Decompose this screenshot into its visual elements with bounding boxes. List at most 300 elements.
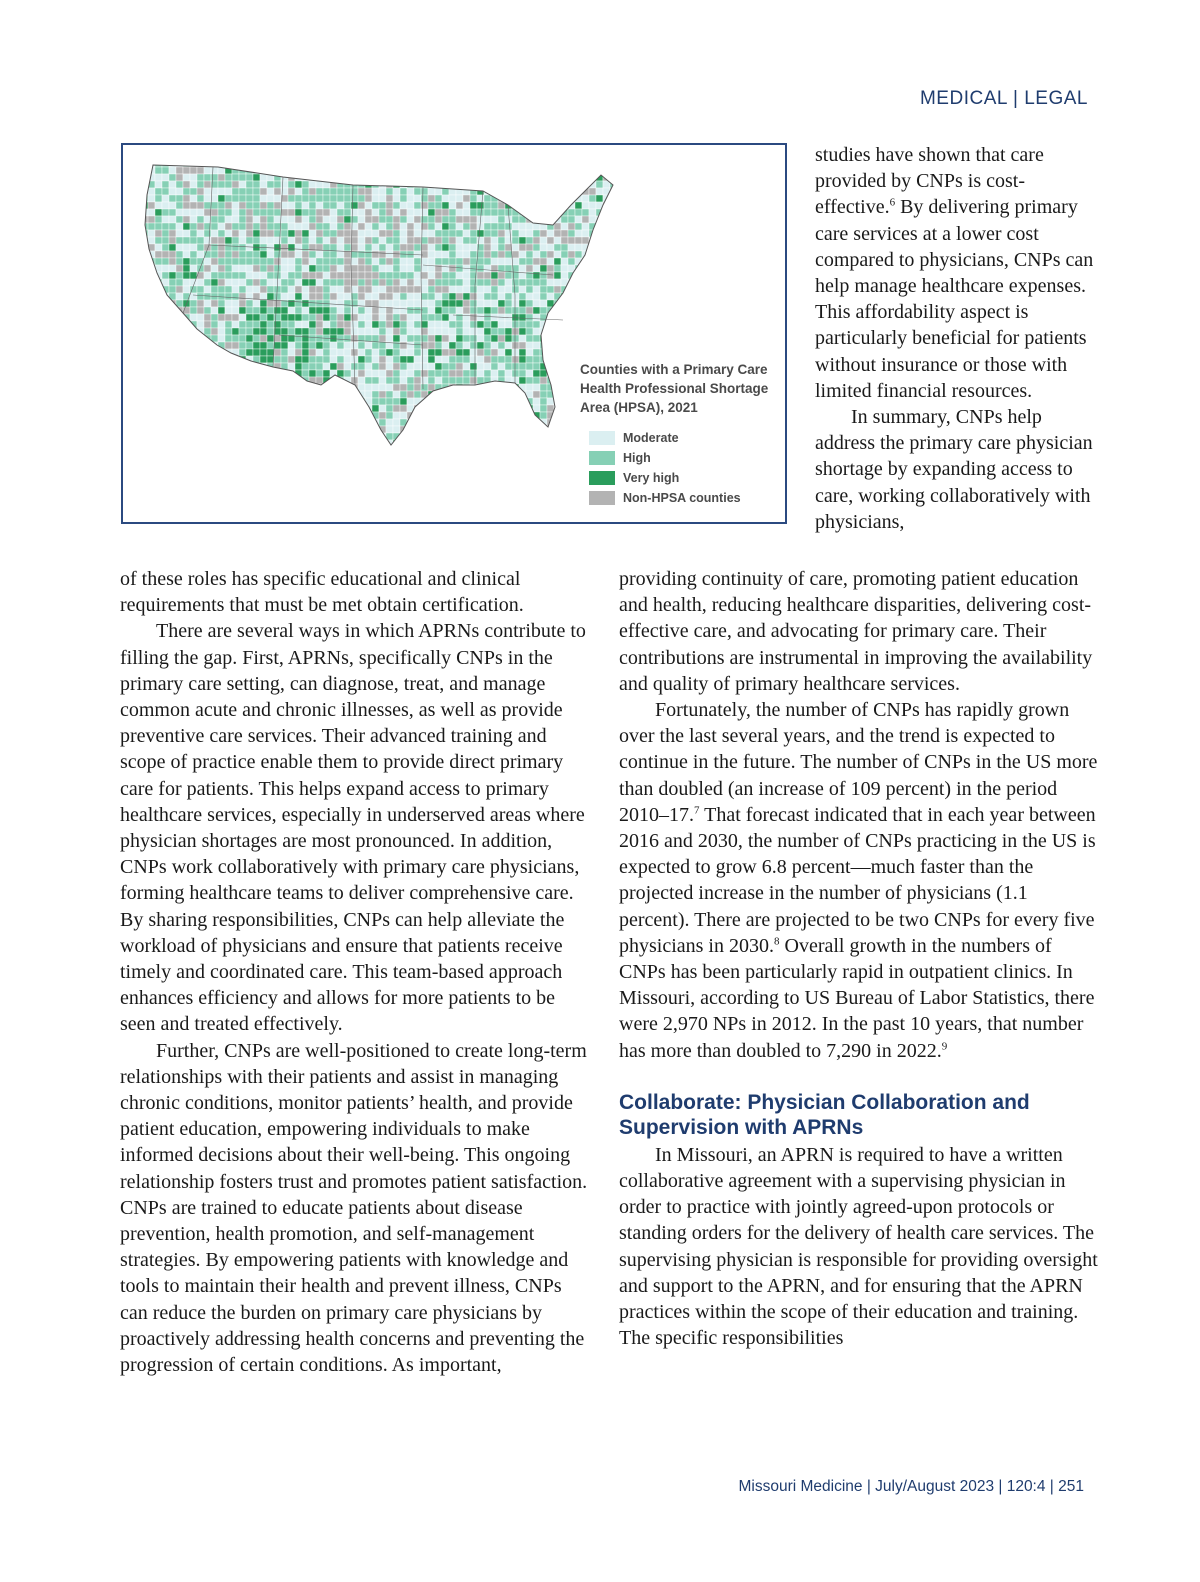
county-cell <box>554 363 561 370</box>
county-cell <box>540 251 547 258</box>
county-cell <box>512 370 519 377</box>
county-cell <box>484 244 491 251</box>
county-cell <box>414 405 421 412</box>
county-cell <box>309 398 316 405</box>
county-cell <box>379 279 386 286</box>
county-cell <box>400 174 407 181</box>
county-cell <box>302 349 309 356</box>
county-cell <box>463 447 470 454</box>
county-cell <box>204 398 211 405</box>
county-cell <box>351 265 358 272</box>
county-cell <box>491 174 498 181</box>
county-cell <box>568 251 575 258</box>
county-cell <box>246 419 253 426</box>
county-cell <box>330 307 337 314</box>
county-cell <box>197 405 204 412</box>
county-cell <box>288 202 295 209</box>
county-cell <box>575 307 582 314</box>
county-cell <box>183 405 190 412</box>
county-cell <box>351 195 358 202</box>
county-cell <box>512 244 519 251</box>
county-cell <box>547 160 554 167</box>
county-cell <box>463 237 470 244</box>
county-cell <box>547 237 554 244</box>
county-cell <box>449 216 456 223</box>
county-cell <box>505 363 512 370</box>
county-cell <box>218 426 225 433</box>
county-cell <box>484 167 491 174</box>
county-cell <box>393 167 400 174</box>
county-cell <box>610 251 617 258</box>
county-cell <box>463 258 470 265</box>
county-cell <box>344 426 351 433</box>
county-cell <box>211 160 218 167</box>
county-cell <box>337 223 344 230</box>
county-cell <box>148 405 155 412</box>
county-cell <box>281 258 288 265</box>
county-cell <box>365 188 372 195</box>
county-cell <box>568 188 575 195</box>
county-cell <box>274 384 281 391</box>
county-cell <box>260 293 267 300</box>
county-cell <box>260 342 267 349</box>
county-cell <box>379 174 386 181</box>
county-cell <box>456 265 463 272</box>
county-cell <box>225 216 232 223</box>
county-cell <box>218 384 225 391</box>
county-cell <box>274 216 281 223</box>
county-cell <box>148 447 155 454</box>
county-cell <box>176 398 183 405</box>
county-cell <box>372 398 379 405</box>
county-cell <box>148 321 155 328</box>
county-cell <box>316 272 323 279</box>
county-cell <box>540 230 547 237</box>
county-cell <box>554 181 561 188</box>
county-cell <box>169 258 176 265</box>
county-cell <box>274 342 281 349</box>
county-cell <box>330 160 337 167</box>
county-cell <box>190 335 197 342</box>
county-cell <box>477 440 484 447</box>
county-cell <box>232 160 239 167</box>
county-cell <box>190 195 197 202</box>
county-cell <box>442 195 449 202</box>
county-cell <box>295 300 302 307</box>
county-cell <box>582 188 589 195</box>
county-cell <box>533 370 540 377</box>
county-cell <box>372 440 379 447</box>
county-cell <box>554 244 561 251</box>
county-cell <box>295 384 302 391</box>
county-cell <box>442 426 449 433</box>
county-cell <box>260 195 267 202</box>
county-cell <box>400 440 407 447</box>
county-cell <box>582 223 589 230</box>
county-cell <box>442 433 449 440</box>
county-cell <box>302 272 309 279</box>
county-cell <box>526 384 533 391</box>
county-cell <box>162 377 169 384</box>
county-cell <box>197 293 204 300</box>
county-cell <box>337 412 344 419</box>
county-cell <box>197 356 204 363</box>
county-cell <box>176 251 183 258</box>
county-cell <box>288 167 295 174</box>
county-cell <box>435 167 442 174</box>
county-cell <box>218 286 225 293</box>
county-cell <box>400 272 407 279</box>
county-cell <box>442 363 449 370</box>
county-cell <box>302 167 309 174</box>
county-cell <box>148 307 155 314</box>
county-cell <box>386 328 393 335</box>
county-cell <box>358 174 365 181</box>
county-cell <box>393 349 400 356</box>
county-cell <box>449 335 456 342</box>
county-cell <box>302 251 309 258</box>
county-cell <box>561 237 568 244</box>
county-cell <box>554 188 561 195</box>
county-cell <box>225 265 232 272</box>
county-cell <box>211 447 218 454</box>
county-cell <box>512 342 519 349</box>
county-cell <box>344 251 351 258</box>
county-cell <box>540 181 547 188</box>
county-cell <box>561 230 568 237</box>
county-cell <box>477 426 484 433</box>
county-cell <box>519 433 526 440</box>
county-cell <box>442 160 449 167</box>
county-cell <box>568 440 575 447</box>
county-cell <box>197 447 204 454</box>
section-header: MEDICAL | LEGAL <box>919 88 1088 109</box>
county-cell <box>316 370 323 377</box>
county-cell <box>519 202 526 209</box>
county-cell <box>379 356 386 363</box>
county-cell <box>414 265 421 272</box>
county-cell <box>190 412 197 419</box>
county-cell <box>526 202 533 209</box>
county-cell <box>211 321 218 328</box>
county-cell <box>162 167 169 174</box>
county-cell <box>295 188 302 195</box>
county-cell <box>463 328 470 335</box>
county-cell <box>540 174 547 181</box>
county-cell <box>169 307 176 314</box>
county-cell <box>211 195 218 202</box>
county-cell <box>379 328 386 335</box>
county-cell <box>190 272 197 279</box>
county-cell <box>309 230 316 237</box>
county-cell <box>183 356 190 363</box>
county-cell <box>225 405 232 412</box>
county-cell <box>176 419 183 426</box>
county-cell <box>141 174 148 181</box>
county-cell <box>260 286 267 293</box>
county-cell <box>407 237 414 244</box>
county-cell <box>393 405 400 412</box>
county-cell <box>386 405 393 412</box>
county-cell <box>554 412 561 419</box>
county-cell <box>442 279 449 286</box>
county-cell <box>176 307 183 314</box>
county-cell <box>428 195 435 202</box>
county-cell <box>547 293 554 300</box>
county-cell <box>232 377 239 384</box>
county-cell <box>211 286 218 293</box>
county-cell <box>288 349 295 356</box>
county-cell <box>372 356 379 363</box>
county-cell <box>400 391 407 398</box>
county-cell <box>323 286 330 293</box>
county-cell <box>610 230 617 237</box>
county-cell <box>596 279 603 286</box>
county-cell <box>358 167 365 174</box>
county-cell <box>449 265 456 272</box>
county-cell <box>428 349 435 356</box>
county-cell <box>316 237 323 244</box>
county-cell <box>344 300 351 307</box>
county-cell <box>281 237 288 244</box>
county-cell <box>253 202 260 209</box>
county-cell <box>225 195 232 202</box>
county-cell <box>449 412 456 419</box>
county-cell <box>407 384 414 391</box>
county-cell <box>162 237 169 244</box>
county-cell <box>400 223 407 230</box>
county-cell <box>239 419 246 426</box>
county-cell <box>344 349 351 356</box>
county-cell <box>414 272 421 279</box>
county-cell <box>337 370 344 377</box>
county-cell <box>358 216 365 223</box>
county-cell <box>596 174 603 181</box>
county-cell <box>407 349 414 356</box>
county-cell <box>449 321 456 328</box>
county-cell <box>484 293 491 300</box>
county-cell <box>316 209 323 216</box>
county-cell <box>162 258 169 265</box>
county-cell <box>491 258 498 265</box>
county-cell <box>414 279 421 286</box>
county-cell <box>295 412 302 419</box>
county-cell <box>477 328 484 335</box>
county-cell <box>512 356 519 363</box>
county-cell <box>533 405 540 412</box>
county-cell <box>554 167 561 174</box>
county-cell <box>589 209 596 216</box>
county-cell <box>603 286 610 293</box>
county-cell <box>239 370 246 377</box>
county-cell <box>442 300 449 307</box>
county-cell <box>400 363 407 370</box>
section-heading: Collaborate: Physician Collaboration and Supervision with APRNs <box>619 1090 1030 1139</box>
county-cell <box>386 265 393 272</box>
county-cell <box>288 265 295 272</box>
county-cell <box>519 230 526 237</box>
county-cell <box>442 272 449 279</box>
county-cell <box>603 244 610 251</box>
county-cell <box>183 272 190 279</box>
county-cell <box>491 384 498 391</box>
county-cell <box>498 237 505 244</box>
county-cell <box>463 377 470 384</box>
county-cell <box>323 447 330 454</box>
county-cell <box>400 307 407 314</box>
county-cell <box>239 433 246 440</box>
county-cell <box>575 223 582 230</box>
county-cell <box>337 398 344 405</box>
county-cell <box>449 300 456 307</box>
county-cell <box>582 202 589 209</box>
county-cell <box>407 202 414 209</box>
county-cell <box>379 265 386 272</box>
map-legend-title: Counties with a Primary Care Health Professional Shortage Area (HPSA), 2021 <box>580 362 769 415</box>
county-cell <box>449 202 456 209</box>
county-cell <box>274 188 281 195</box>
county-cell <box>253 391 260 398</box>
county-cell <box>162 363 169 370</box>
county-cell <box>568 209 575 216</box>
county-cell <box>211 398 218 405</box>
county-cell <box>323 230 330 237</box>
county-cell <box>428 447 435 454</box>
county-cell <box>288 216 295 223</box>
county-cell <box>498 188 505 195</box>
county-cell <box>540 293 547 300</box>
county-cell <box>295 174 302 181</box>
county-cell <box>512 174 519 181</box>
county-cell <box>211 377 218 384</box>
county-cell <box>218 405 225 412</box>
county-cell <box>316 258 323 265</box>
county-cell <box>288 342 295 349</box>
county-cell <box>337 391 344 398</box>
county-cell <box>533 391 540 398</box>
county-cell <box>442 321 449 328</box>
county-cell <box>218 279 225 286</box>
county-cell <box>540 384 547 391</box>
county-cell <box>470 181 477 188</box>
county-cell <box>309 321 316 328</box>
county-cell <box>540 202 547 209</box>
county-cell <box>190 405 197 412</box>
county-cell <box>505 174 512 181</box>
county-cell <box>176 384 183 391</box>
county-cell <box>197 335 204 342</box>
county-cell <box>162 223 169 230</box>
county-cell <box>260 223 267 230</box>
county-cell <box>204 314 211 321</box>
county-cell <box>477 363 484 370</box>
county-cell <box>484 419 491 426</box>
county-cell <box>372 300 379 307</box>
county-cell <box>232 342 239 349</box>
county-cell <box>323 384 330 391</box>
county-cell <box>400 384 407 391</box>
county-cell <box>316 412 323 419</box>
county-cell <box>428 433 435 440</box>
county-cell <box>470 349 477 356</box>
county-cell <box>379 335 386 342</box>
county-cell <box>288 328 295 335</box>
legend-label-very-high: Very high <box>623 471 680 485</box>
county-cell <box>141 293 148 300</box>
county-cell <box>218 328 225 335</box>
county-cell <box>365 223 372 230</box>
county-cell <box>463 412 470 419</box>
county-cell <box>428 286 435 293</box>
county-cell <box>246 195 253 202</box>
county-cell <box>288 356 295 363</box>
county-cell <box>582 181 589 188</box>
county-cell <box>211 412 218 419</box>
county-cell <box>393 265 400 272</box>
county-cell <box>407 377 414 384</box>
county-cell <box>498 440 505 447</box>
county-cell <box>253 160 260 167</box>
county-cell <box>463 286 470 293</box>
county-cell <box>190 391 197 398</box>
county-cell <box>141 419 148 426</box>
county-cell <box>155 195 162 202</box>
county-cell <box>267 160 274 167</box>
county-cell <box>470 363 477 370</box>
county-cell <box>148 370 155 377</box>
county-cell <box>274 181 281 188</box>
county-cell <box>365 216 372 223</box>
county-cell <box>505 447 512 454</box>
county-cell <box>547 349 554 356</box>
county-cell <box>484 356 491 363</box>
county-cell <box>456 377 463 384</box>
county-cell <box>533 349 540 356</box>
county-cell <box>288 377 295 384</box>
county-cell <box>351 307 358 314</box>
county-cell <box>379 300 386 307</box>
county-cell <box>512 433 519 440</box>
county-cell <box>589 286 596 293</box>
county-cell <box>274 412 281 419</box>
county-cell <box>176 265 183 272</box>
county-cell <box>162 370 169 377</box>
county-cell <box>533 195 540 202</box>
county-cell <box>484 174 491 181</box>
county-cell <box>442 265 449 272</box>
county-cell <box>519 223 526 230</box>
county-cell <box>547 181 554 188</box>
county-cell <box>302 356 309 363</box>
county-cell <box>603 237 610 244</box>
county-cell <box>519 342 526 349</box>
county-cell <box>323 307 330 314</box>
county-cell <box>568 230 575 237</box>
county-cell <box>365 286 372 293</box>
county-cell <box>281 160 288 167</box>
county-cell <box>337 440 344 447</box>
county-cell <box>449 223 456 230</box>
county-cell <box>519 181 526 188</box>
county-cell <box>344 342 351 349</box>
county-cell <box>316 160 323 167</box>
county-cell <box>491 286 498 293</box>
county-cell <box>176 328 183 335</box>
county-cell <box>379 321 386 328</box>
county-cell <box>393 321 400 328</box>
county-cell <box>470 251 477 258</box>
county-cell <box>260 370 267 377</box>
